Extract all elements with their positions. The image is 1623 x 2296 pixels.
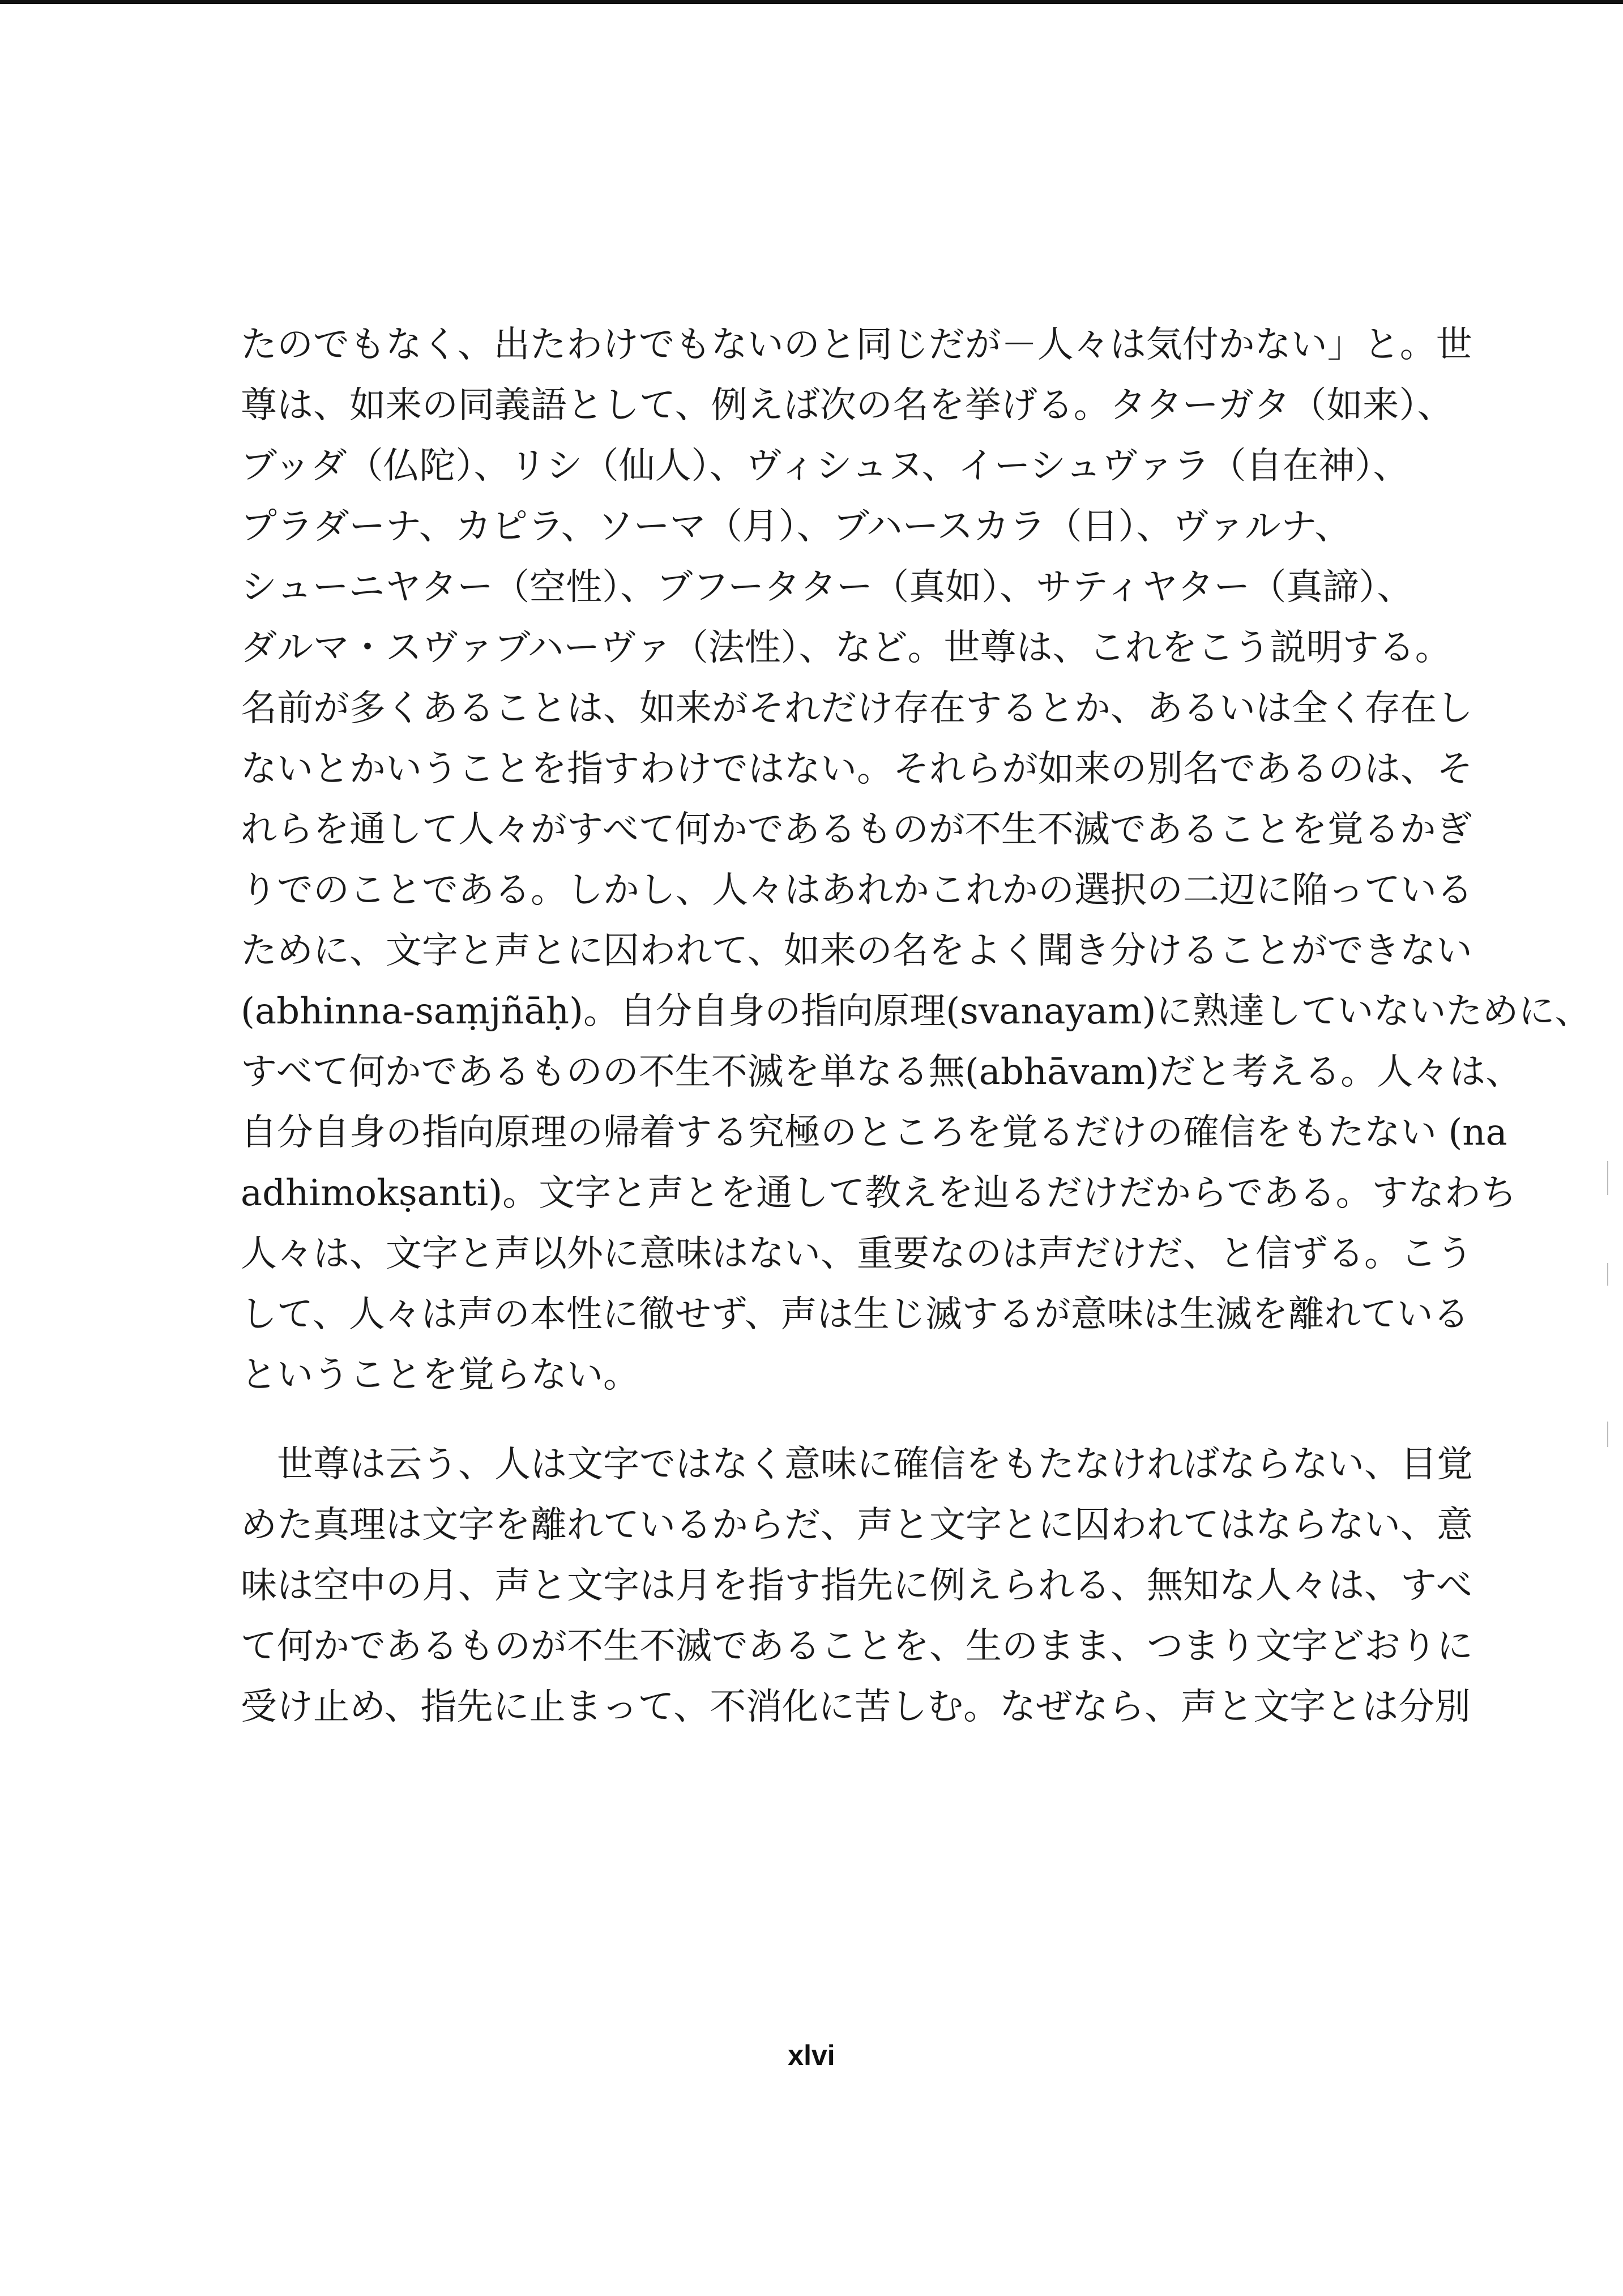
body-text xyxy=(241,315,1591,1738)
text-line: ために、文字と声とに囚われて、如来の名をよく聞き分けることができない xyxy=(241,930,1472,972)
text-line: ないとかいうことを指すわけではない。それらが如来の別名であるのは、そ xyxy=(241,748,1473,790)
paragraph-2 xyxy=(241,1435,1473,1738)
paragraph-1 xyxy=(241,315,1591,1406)
text-line: 受け止め、指先に止まって、不消化に苦しむ。なぜなら、声と文字とは分別 xyxy=(241,1686,1471,1728)
scan-artifact-mark xyxy=(1607,1422,1608,1447)
scan-artifact-mark xyxy=(1607,1161,1608,1195)
text-line: ということを覚らない。 xyxy=(241,1354,639,1396)
text-line: して、人々は声の本性に徹せず、声は生じ滅するが意味は生滅を離れている xyxy=(241,1294,1470,1335)
text-line: 尊は、如来の同義語として、例えば次の名を挙げる。タターガタ（如来）、 xyxy=(241,385,1454,426)
text-line: て何かであるものが不生不滅であることを、生のまま、つまり文字どおりに xyxy=(241,1625,1473,1667)
text-line: めた真理は文字を離れているからだ、声と文字とに囚われてはならない、意 xyxy=(241,1504,1473,1546)
text-line: adhimokṣanti)。文字と声とを通して教えを辿るだけだからである。すなわち xyxy=(241,1172,1517,1214)
text-line: れらを通して人々がすべて何かであるものが不生不滅であることを覚るかぎ xyxy=(241,809,1472,851)
page-number: xlvi xyxy=(788,2039,835,2071)
text-line: 名前が多くあることは、如来がそれだけ存在するとか、あるいは全く存在し xyxy=(241,688,1473,729)
text-line: シューニヤター（空性）、ブフータター（真如）、サティヤター（真諦）、 xyxy=(241,566,1413,608)
text-line: ダルマ・スヴァブハーヴァ（法性）、など。世尊は、これをこう説明する。 xyxy=(241,627,1451,669)
text-line: 世尊は云う、人は文字ではなく意味に確信をもたなければならない、目覚 xyxy=(277,1444,1473,1486)
text-line: 人々は、文字と声以外に意味はない、重要なのは声だけだ、と信ずる。こう xyxy=(241,1233,1473,1275)
text-line: 自分自身の指向原理の帰着する究極のところを覚るだけの確信をもたない (na xyxy=(241,1112,1507,1154)
scan-artifact-mark xyxy=(1607,1263,1608,1286)
top-border-rule xyxy=(0,0,1623,4)
text-line: 味は空中の月、声と文字は月を指す指先に例えられる、無知な人々は、すべ xyxy=(241,1565,1472,1607)
text-line: (abhinna-saṃjñāḥ)。自分自身の指向原理(svanayam)に熟達していないために、 xyxy=(241,991,1591,1032)
text-line: プラダーナ、カピラ、ソーマ（月）、ブハースカラ（日）、ヴァルナ、 xyxy=(241,506,1351,548)
text-line: すべて何かであるものの不生不滅を単なる無(abhāvam)だと考える。人々は、 xyxy=(241,1051,1522,1093)
text-line: ブッダ（仏陀）、リシ（仙人）、ヴィシュヌ、イーシュヴァラ（自在神）、 xyxy=(241,445,1410,487)
text-line: りでのことである。しかし、人々はあれかこれかの選択の二辺に陥っている xyxy=(241,869,1473,911)
text-line: たのでもなく、出たわけでもないのと同じだが－人々は気付かない」と。世 xyxy=(241,324,1472,366)
